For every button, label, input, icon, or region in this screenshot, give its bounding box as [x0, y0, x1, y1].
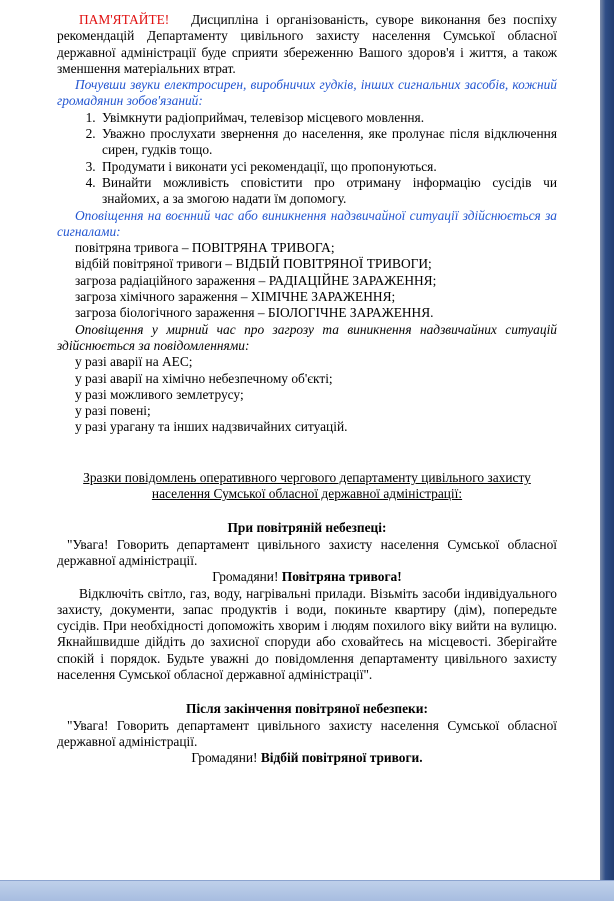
signal-item: загроза хімічного зараження – ХІМІЧНЕ ЗАРАЖЕННЯ;: [75, 289, 396, 305]
warning-label: ПАМ'ЯТАЙТЕ!: [79, 12, 170, 27]
status-bar: [0, 880, 614, 901]
signal-item: відбій повітряної тривоги – ВІДБІЙ ПОВІТРЯНОЇ ТРИВОГИ;: [75, 256, 432, 272]
citizens-label: Громадяни!: [212, 569, 279, 585]
air-danger-heading: При повітряній небезпеці:: [227, 520, 387, 536]
air-danger-instructions: Відключіть світло, газ, воду, нагрівальні прилади. Візьміть засоби індивідуального захисту, документи, запас продуктів і води, покиньте квартиру (дім), попередьте сусідів. При необхідності допоможіть хворим і людям похилого віку вийти на вулицю. Якнайшвидше дійдіть до захисної споруди або сховайтесь на місцевості. Зберігайте спокій і порядок. Будьте уважні до повідомлення департаменту цивільного захисту населення Сумської обласної державної адміністрації".: [57, 585, 557, 682]
citizens-label: Громадяни!: [191, 750, 258, 766]
air-alert-text: Повітряна тривога!: [281, 569, 402, 585]
action-step: 4. Винайти можливість сповістити про отриману інформацію сусідів чи знайомих, а за змогою надати їм допомогу.: [99, 175, 557, 208]
message-item: у разі можливого землетрусу;: [75, 386, 244, 402]
action-step: 2. Уважно прослухати звернення до населення, яке пролунає після відключення сирен, гудків тощо.: [99, 126, 557, 159]
warning-text: Дисципліна і організованість, суворе виконання без поспіху рекомендацій Департаменту цивільного захисту населення Сумської обласної державної адміністрації буде сприяти збереженню Вашого здоров'я і життя, а також зменшення матеріальних втрат.: [57, 12, 557, 76]
action-steps-list: [57, 110, 557, 208]
after-danger-attention: "Увага! Говорить департамент цивільного захисту населення Сумської обласної державної адміністрації.: [57, 717, 557, 749]
samples-heading: Зразки повідомлень оперативного чергового департаменту цивільного захисту населення Сумської обласної державної адміністрації:: [83, 469, 531, 502]
air-danger-alert-line: [57, 569, 557, 585]
messages-list: [57, 354, 557, 435]
wartime-intro: Оповіщення на воєнний час або виникнення надзвичайної ситуації здійснюється за сигналами:: [57, 207, 557, 239]
after-danger-alert-line: [57, 750, 557, 766]
signal-item: загроза біологічного зараження – БІОЛОГІЧНЕ ЗАРАЖЕННЯ.: [75, 305, 434, 321]
signal-item: загроза радіаційного зараження – РАДІАЦІЙНЕ ЗАРАЖЕННЯ;: [75, 272, 437, 288]
document-content: [57, 12, 557, 766]
sirens-intro: Почувши звуки електросирен, виробничих гудків, інших сигнальних засобів, кожний громадянин зобов'язаний:: [57, 77, 557, 109]
peacetime-intro: Оповіщення у мирний час про загрозу та виникнення надзвичайних ситуацій здійснюється за повідомленнями:: [57, 321, 557, 353]
message-item: у разі аварії на хімічно небезпечному об'єкті;: [75, 370, 333, 386]
message-item: у разі аварії на АЕС;: [75, 354, 193, 370]
action-step: 1. Увімкнути радіоприймач, телевізор місцевого мовлення.: [99, 110, 557, 126]
window-edge: [600, 0, 614, 900]
after-danger-heading: Після закінчення повітряної небезпеки:: [186, 701, 428, 717]
warning-paragraph: [57, 12, 557, 77]
message-item: у разі повені;: [75, 403, 151, 419]
action-step: 3. Продумати і виконати усі рекомендації, що пропонуються.: [99, 159, 557, 175]
all-clear-text: Відбій повітряної тривоги.: [260, 750, 423, 766]
signal-item: повітряна тривога – ПОВІТРЯНА ТРИВОГА;: [75, 240, 335, 256]
message-item: у разі урагану та інших надзвичайних ситуацій.: [75, 419, 348, 435]
air-danger-attention: "Увага! Говорить департамент цивільного захисту населення Сумської обласної державної адміністрації.: [57, 536, 557, 568]
signals-list: [57, 240, 557, 321]
